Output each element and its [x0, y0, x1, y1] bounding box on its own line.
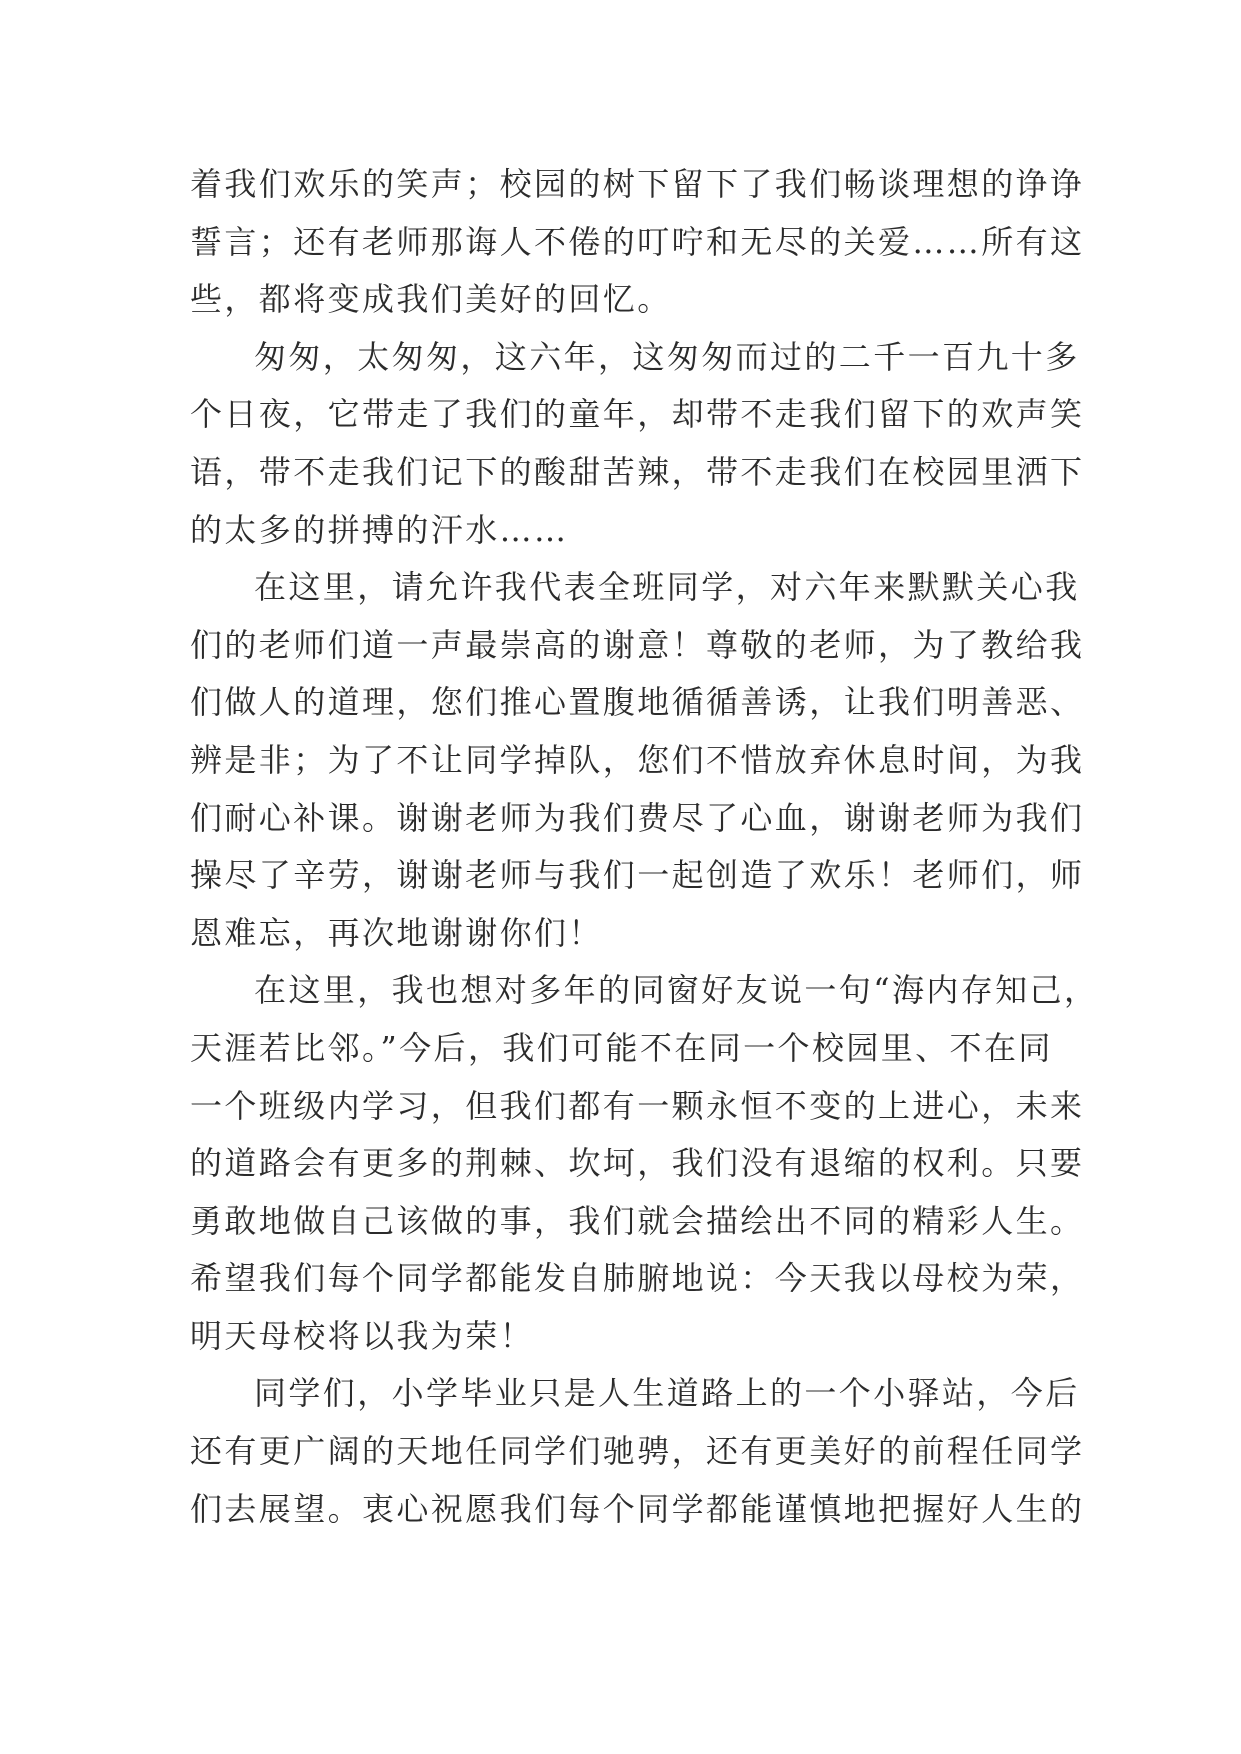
- text-line: 明天母校将以我为荣！: [190, 1316, 535, 1355]
- text-line: 希望我们每个同学都能发自肺腑地说：今天我以母校为荣，: [190, 1259, 1085, 1298]
- paragraph-5: [190, 1365, 1085, 1538]
- text-line: 些，都将变成我们美好的回忆。: [190, 280, 672, 319]
- text-line: 还有更广阔的天地任同学们驰骋，还有更美好的前程任同学: [190, 1432, 1085, 1471]
- text-line: 恩难忘，再次地谢谢你们！: [190, 913, 603, 952]
- text-line: 的太多的拼搏的汗水……: [190, 510, 569, 549]
- paragraph-2: [190, 329, 1085, 559]
- text-line: 们去展望。衷心祝愿我们每个同学都能谨慎地把握好人生的: [190, 1489, 1085, 1528]
- text-line: 们的老师们道一声最崇高的谢意！尊敬的老师，为了教给我: [190, 625, 1085, 664]
- text-line: 着我们欢乐的笑声；校园的树下留下了我们畅谈理想的诤诤: [190, 165, 1085, 203]
- text-line: 在这里，我也想对多年的同窗好友说一句“海内存知己，: [254, 971, 1099, 1010]
- text-line: 天涯若比邻。”今后，我们可能不在同一个校园里、不在同: [190, 1028, 1053, 1067]
- document-body: [190, 156, 1099, 1538]
- paragraph-3: [190, 559, 1085, 962]
- text-line: 个日夜，它带走了我们的童年，却带不走我们留下的欢声笑: [190, 395, 1085, 434]
- text-line: 一个班级内学习，但我们都有一颗永恒不变的上进心，未来: [190, 1086, 1085, 1125]
- text-line: 的道路会有更多的荆棘、坎坷，我们没有退缩的权利。只要: [190, 1144, 1085, 1183]
- paragraph-1: [190, 156, 1085, 329]
- text-line: 语，带不走我们记下的酸甜苦辣，带不走我们在校园里洒下: [190, 452, 1085, 491]
- text-line: 在这里，请允许我代表全班同学，对六年来默默关心我: [254, 568, 1080, 607]
- text-line: 们做人的道理，您们推心置腹地循循善诱，让我们明善恶、: [190, 683, 1085, 722]
- paragraph-4: [190, 962, 1099, 1365]
- text-line: 辨是非；为了不让同学掉队，您们不惜放弃休息时间，为我: [190, 740, 1085, 779]
- text-line: 誓言；还有老师那诲人不倦的叮咛和无尽的关爱……所有这: [190, 222, 1085, 261]
- text-line: 同学们，小学毕业只是人生道路上的一个小驿站，今后: [254, 1374, 1080, 1413]
- text-line: 勇敢地做自己该做的事，我们就会描绘出不同的精彩人生。: [190, 1201, 1085, 1240]
- text-line: 们耐心补课。谢谢老师为我们费尽了心血，谢谢老师为我们: [190, 798, 1085, 837]
- text-line: 操尽了辛劳，谢谢老师与我们一起创造了欢乐！老师们，师: [190, 856, 1085, 895]
- text-line: 匆匆，太匆匆，这六年，这匆匆而过的二千一百九十多: [254, 337, 1080, 376]
